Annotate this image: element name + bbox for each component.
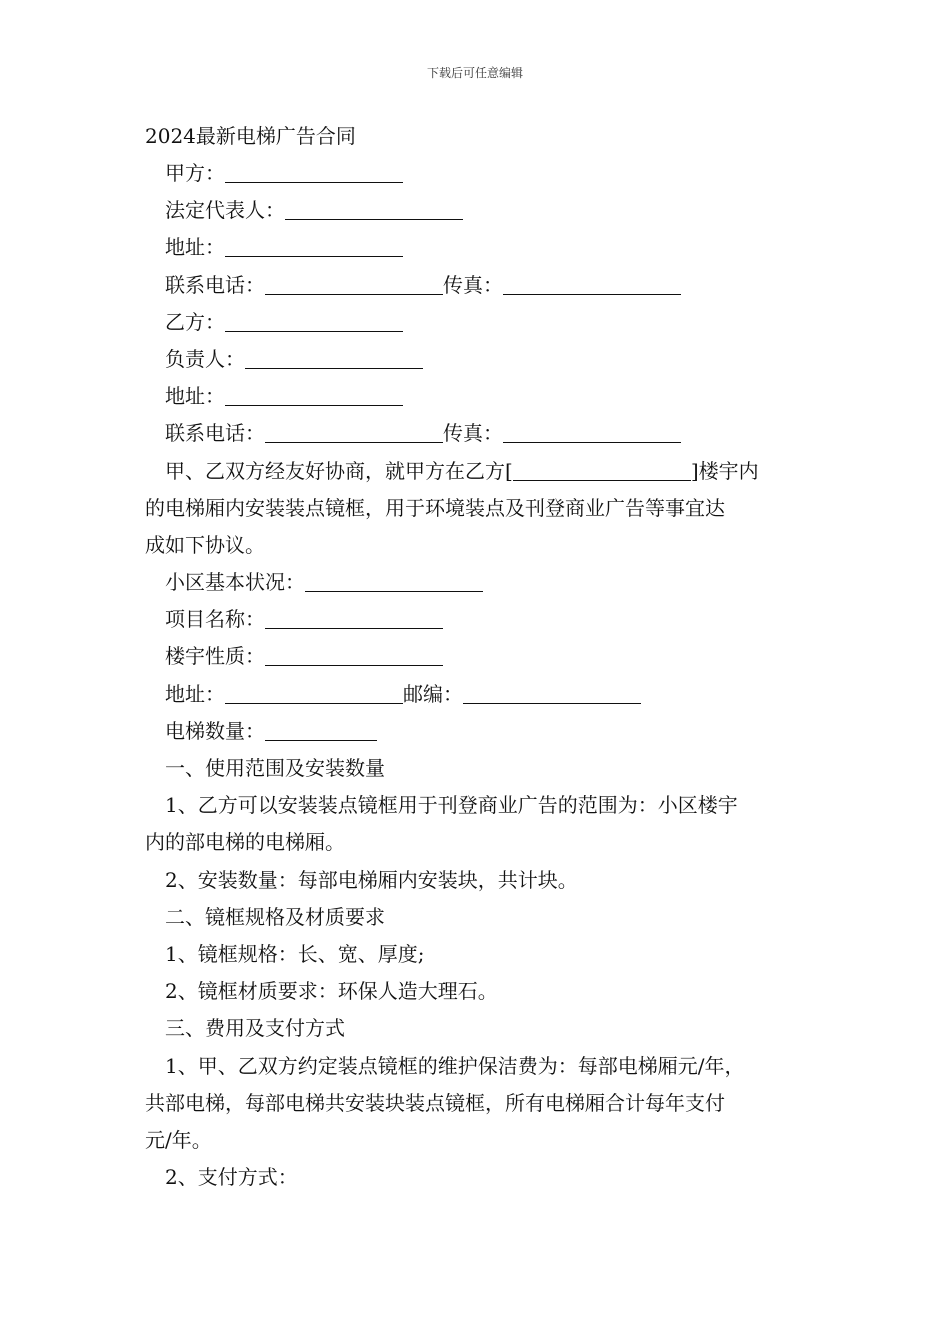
section-2-item-1: 1、镜框规格：长、宽、厚度; (165, 941, 425, 966)
community-address-line (145, 676, 815, 713)
section-3-item-1-line-3: 元/年。 (145, 1127, 212, 1152)
party-a-fax-blank (503, 272, 681, 295)
party-b-manager-line (145, 341, 815, 378)
party-a-blank (225, 160, 403, 183)
party-a-rep-line (145, 192, 815, 229)
project-name-label: 项目名称： (165, 607, 265, 632)
elevator-count-label: 电梯数量： (165, 718, 265, 743)
party-a-rep-blank (285, 197, 463, 220)
section-2-item-2: 2、镜框材质要求：环保人造大理石。 (165, 979, 498, 1004)
party-b-manager-blank (245, 346, 423, 369)
intro-line-1 (145, 453, 815, 490)
intro-text-post: ]楼宇内 (690, 458, 759, 483)
party-b-line (145, 304, 815, 341)
building-nature-line (145, 638, 815, 675)
section-3-heading: 三、费用及支付方式 (165, 1016, 345, 1041)
community-status-blank (305, 569, 483, 592)
building-nature-label: 楼宇性质： (165, 644, 265, 669)
project-name-line (145, 601, 815, 638)
party-b-address-label: 地址： (165, 384, 225, 409)
project-name-blank (265, 606, 443, 629)
section-3-item-2: 2、支付方式： (165, 1165, 298, 1190)
section-3-item-1-line-2: 共部电梯，每部电梯共安装块装点镜框，所有电梯厢合计每年支付 (145, 1090, 725, 1115)
party-b-fax-label: 传真： (443, 421, 503, 446)
document-title: 2024最新电梯广告合同 (145, 124, 356, 148)
party-a-address-line (145, 229, 815, 266)
intro-line-3: 成如下协议。 (145, 532, 265, 557)
party-a-address-label: 地址： (165, 235, 225, 260)
building-nature-blank (265, 643, 443, 666)
party-a-rep-label: 法定代表人： (165, 198, 285, 223)
party-a-phone-blank (265, 272, 443, 295)
community-address-blank (225, 681, 403, 704)
intro-line-2: 的电梯厢内安装装点镜框，用于环境装点及刊登商业广告等事宜达 (145, 495, 725, 520)
party-b-contact-line (145, 415, 815, 452)
party-a-contact-line (145, 267, 815, 304)
section-1-heading: 一、使用范围及安装数量 (165, 756, 385, 780)
elevator-count-blank (265, 718, 377, 741)
party-b-label: 乙方： (165, 309, 225, 334)
section-1-item-1-line-1: 1、乙方可以安装装点镜框用于刊登商业广告的范围为：小区楼宇 (165, 793, 738, 818)
party-b-phone-blank (265, 420, 443, 443)
section-1-item-2: 2、安装数量：每部电梯厢内安装块，共计块。 (165, 867, 578, 892)
section-2-heading: 二、镜框规格及材质要求 (165, 904, 385, 929)
intro-text-pre: 甲、乙双方经友好协商，就甲方在乙方[ (165, 458, 513, 483)
party-b-blank (225, 309, 403, 332)
page-header-note: 下载后可任意编辑 (426, 66, 523, 80)
party-a-line (145, 155, 815, 192)
community-status-label: 小区基本状况： (165, 570, 305, 595)
party-a-address-blank (225, 234, 403, 257)
party-b-phone-label: 联系电话： (165, 421, 265, 446)
building-name-blank (513, 458, 691, 481)
party-b-address-blank (225, 383, 403, 406)
party-b-address-line (145, 378, 815, 415)
community-status-line (145, 564, 815, 601)
section-1-item-1-line-2: 内的部电梯的电梯厢。 (145, 830, 345, 855)
postcode-label: 邮编： (403, 681, 463, 706)
party-b-fax-blank (503, 420, 681, 443)
party-a-label: 甲方： (165, 161, 225, 185)
postcode-blank (463, 681, 641, 704)
community-address-label: 地址： (165, 681, 225, 706)
contract-document (145, 118, 815, 1196)
party-b-manager-label: 负责人： (165, 346, 245, 371)
party-a-fax-label: 传真： (443, 272, 503, 297)
section-3-item-1-line-1: 1、甲、乙双方约定装点镜框的维护保洁费为：每部电梯厢元/年， (165, 1053, 745, 1078)
party-a-phone-label: 联系电话： (165, 272, 265, 297)
elevator-count-line (145, 713, 815, 750)
